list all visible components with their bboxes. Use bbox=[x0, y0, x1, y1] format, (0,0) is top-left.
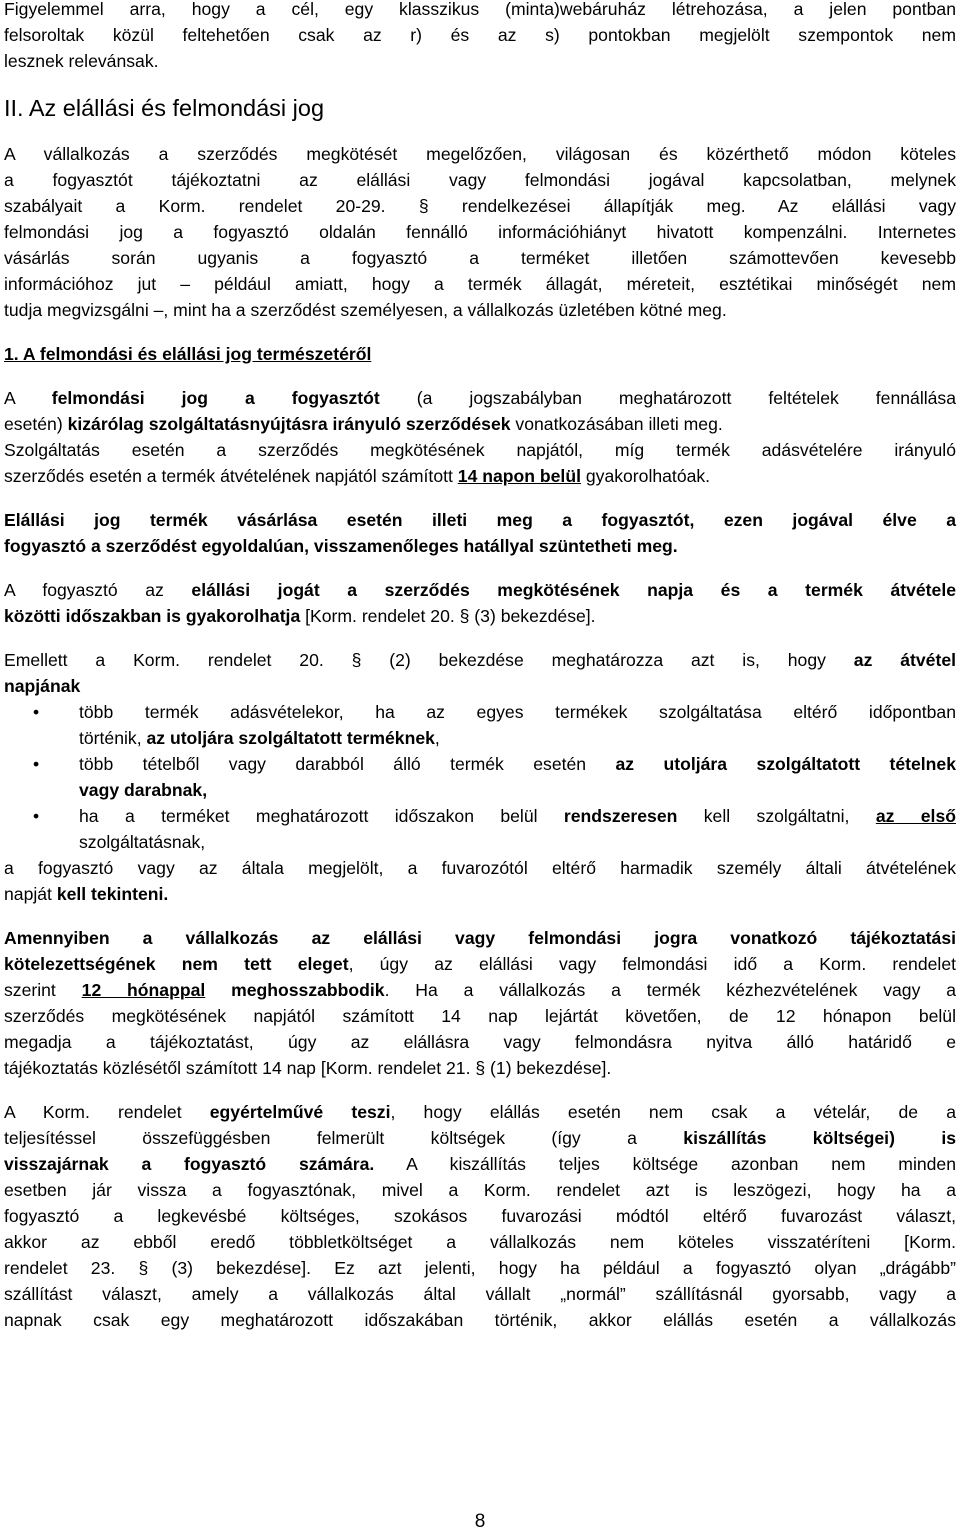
paragraph-6 bbox=[4, 925, 956, 1081]
text-line: felmondási jog a fogyasztó oldalán fennálló információhiányt hivatott kompenzálni. Internetes bbox=[4, 222, 956, 242]
text-line: esetben jár vissza a fogyasztónak, mivel a Korm. rendelet azt is leszögezi, hogy ha a bbox=[4, 1180, 956, 1200]
text-line: szállítást választ, amely a vállalkozás által vállalt „normál” szállításnál gyorsabb, vagy a bbox=[4, 1284, 956, 1304]
paragraph-4 bbox=[4, 577, 956, 629]
text-line: Szolgáltatás esetén a szerződés megkötésének napjától, míg termék adásvételére irányuló bbox=[4, 440, 956, 460]
document-page bbox=[4, 0, 956, 1333]
paragraph-3 bbox=[4, 507, 956, 559]
list-item: • ha a terméket meghatározott időszakon belül rendszeresen kell szolgáltatni, az első bbox=[4, 803, 956, 829]
paragraph-2 bbox=[4, 385, 956, 489]
text-line: vásárlás során ugyanis a fogyasztó a terméket illetően számottevően kevesebb bbox=[4, 248, 956, 268]
text-line: fogyasztó a legkevésbé költséges, szokásos fuvarozási módtól eltérő fuvarozást választ, bbox=[4, 1206, 956, 1226]
text-line: rendelet 23. § (3) bekezdése]. Ez azt jelenti, hogy ha például a fogyasztó olyan „drágább” bbox=[4, 1258, 956, 1278]
text-line: Figyelemmel arra, hogy a cél, egy klasszikus (minta)webáruház létrehozása, a jelen pontban bbox=[4, 0, 956, 19]
text-line: szerződés megkötésének napjától számított 14 nap lejártát követően, de 12 hónapon belül bbox=[4, 1006, 956, 1026]
text-line: A vállalkozás a szerződés megkötését megelőzően, világosan és közérthető módon köteles bbox=[4, 144, 956, 164]
bullet-icon: • bbox=[33, 806, 40, 826]
text-line: kötelezettségének nem tett eleget, úgy az elállási vagy felmondási idő a Korm. rendelet bbox=[4, 954, 956, 974]
paragraph-1 bbox=[4, 141, 956, 323]
text-line: szolgáltatásnak, bbox=[79, 832, 206, 852]
text-line: vagy darabnak, bbox=[79, 780, 208, 800]
bullet-icon: • bbox=[33, 702, 40, 722]
text-line: lesznek relevánsak. bbox=[4, 51, 159, 71]
subsection-heading: 1. A felmondási és elállási jog természetéről bbox=[4, 344, 372, 364]
text-line: Elállási jog termék vásárlása esetén illeti meg a fogyasztót, ezen jogával élve a bbox=[4, 510, 956, 530]
text-line: szabályait a Korm. rendelet 20-29. § rendelkezései állapítják meg. Az elállási vagy bbox=[4, 196, 956, 216]
text-line: megadja a tájékoztatást, úgy az elállásra vagy felmondásra nyitva álló határidő e bbox=[4, 1032, 956, 1052]
intro-paragraph bbox=[4, 0, 956, 74]
text-line: felsoroltak közül feltehetően csak az r) és az s) pontokban megjelölt szempontok nem bbox=[4, 25, 956, 45]
text-line: tájékoztatás közlésétől számított 14 nap [Korm. rendelet 21. § (1) bekezdése]. bbox=[4, 1058, 612, 1078]
section-heading: II. Az elállási és felmondási jog bbox=[4, 95, 325, 121]
paragraph-5 bbox=[4, 647, 956, 907]
text-line: szerint 12 hónappal meghosszabbodik. Ha a vállalkozás a termék kézhezvételének vagy a bbox=[4, 980, 956, 1000]
text-line: napnak csak egy meghatározott időszakában történik, akkor elállás esetén a vállalkozás bbox=[4, 1310, 956, 1330]
text-line: A Korm. rendelet egyértelművé teszi, hogy elállás esetén nem csak a vételár, de a bbox=[4, 1102, 956, 1122]
list-item: • több tételből vagy darabból álló termék esetén az utoljára szolgáltatott tételnek bbox=[4, 751, 956, 777]
text-line: A felmondási jog a fogyasztót (a jogszabályban meghatározott feltételek fennállása bbox=[4, 388, 956, 408]
page-number: 8 bbox=[474, 1511, 486, 1532]
text-line: esetén) kizárólag szolgáltatásnyújtásra irányuló szerződések vonatkozásában illeti meg. bbox=[4, 414, 723, 434]
text-line: Emellett a Korm. rendelet 20. § (2) bekezdése meghatározza azt is, hogy az átvétel bbox=[4, 650, 956, 670]
text-line: fogyasztó a szerződést egyoldalúan, visszamenőleges hatállyal szüntetheti meg. bbox=[4, 536, 678, 556]
text-line: A fogyasztó az elállási jogát a szerződés megkötésének napja és a termék átvétele bbox=[4, 580, 956, 600]
text-line: történik, az utoljára szolgáltatott terméknek, bbox=[79, 728, 440, 748]
text-line: napját kell tekinteni. bbox=[4, 884, 169, 904]
text-line: napjának bbox=[4, 676, 81, 696]
list-item: • több termék adásvételekor, ha az egyes termékek szolgáltatása eltérő időpontban bbox=[4, 699, 956, 725]
text-line: akkor az ebből eredő többletköltséget a vállalkozás nem köteles visszatéríteni [Korm. bbox=[4, 1232, 956, 1252]
text-line: a fogyasztó vagy az általa megjelölt, a fuvarozótól eltérő harmadik személy általi átvételének bbox=[4, 858, 956, 878]
text-line: a fogyasztót tájékoztatni az elállási vagy felmondási jogával kapcsolatban, melynek bbox=[4, 170, 956, 190]
text-line: Amennyiben a vállalkozás az elállási vagy felmondási jogra vonatkozó tájékoztatási bbox=[4, 928, 956, 948]
text-line: információhoz jut – például amiatt, hogy a termék állagát, méreteit, esztétikai minőségét nem bbox=[4, 274, 956, 294]
text-line: tudja megvizsgálni –, mint ha a szerződést személyesen, a vállalkozás üzletében kötné meg. bbox=[4, 300, 727, 320]
text-line: visszajárnak a fogyasztó számára. A kiszállítás teljes költsége azonban nem minden bbox=[4, 1154, 956, 1174]
bullet-icon: • bbox=[33, 754, 40, 774]
text-line: teljesítéssel összefüggésben felmerült költségek (így a kiszállítás költségei) is bbox=[4, 1128, 956, 1148]
text-line: közötti időszakban is gyakorolhatja [Korm. rendelet 20. § (3) bekezdése]. bbox=[4, 606, 596, 626]
text-line: szerződés esetén a termék átvételének napjától számított 14 napon belül gyakorolhatóak. bbox=[4, 466, 711, 486]
paragraph-7 bbox=[4, 1099, 956, 1333]
